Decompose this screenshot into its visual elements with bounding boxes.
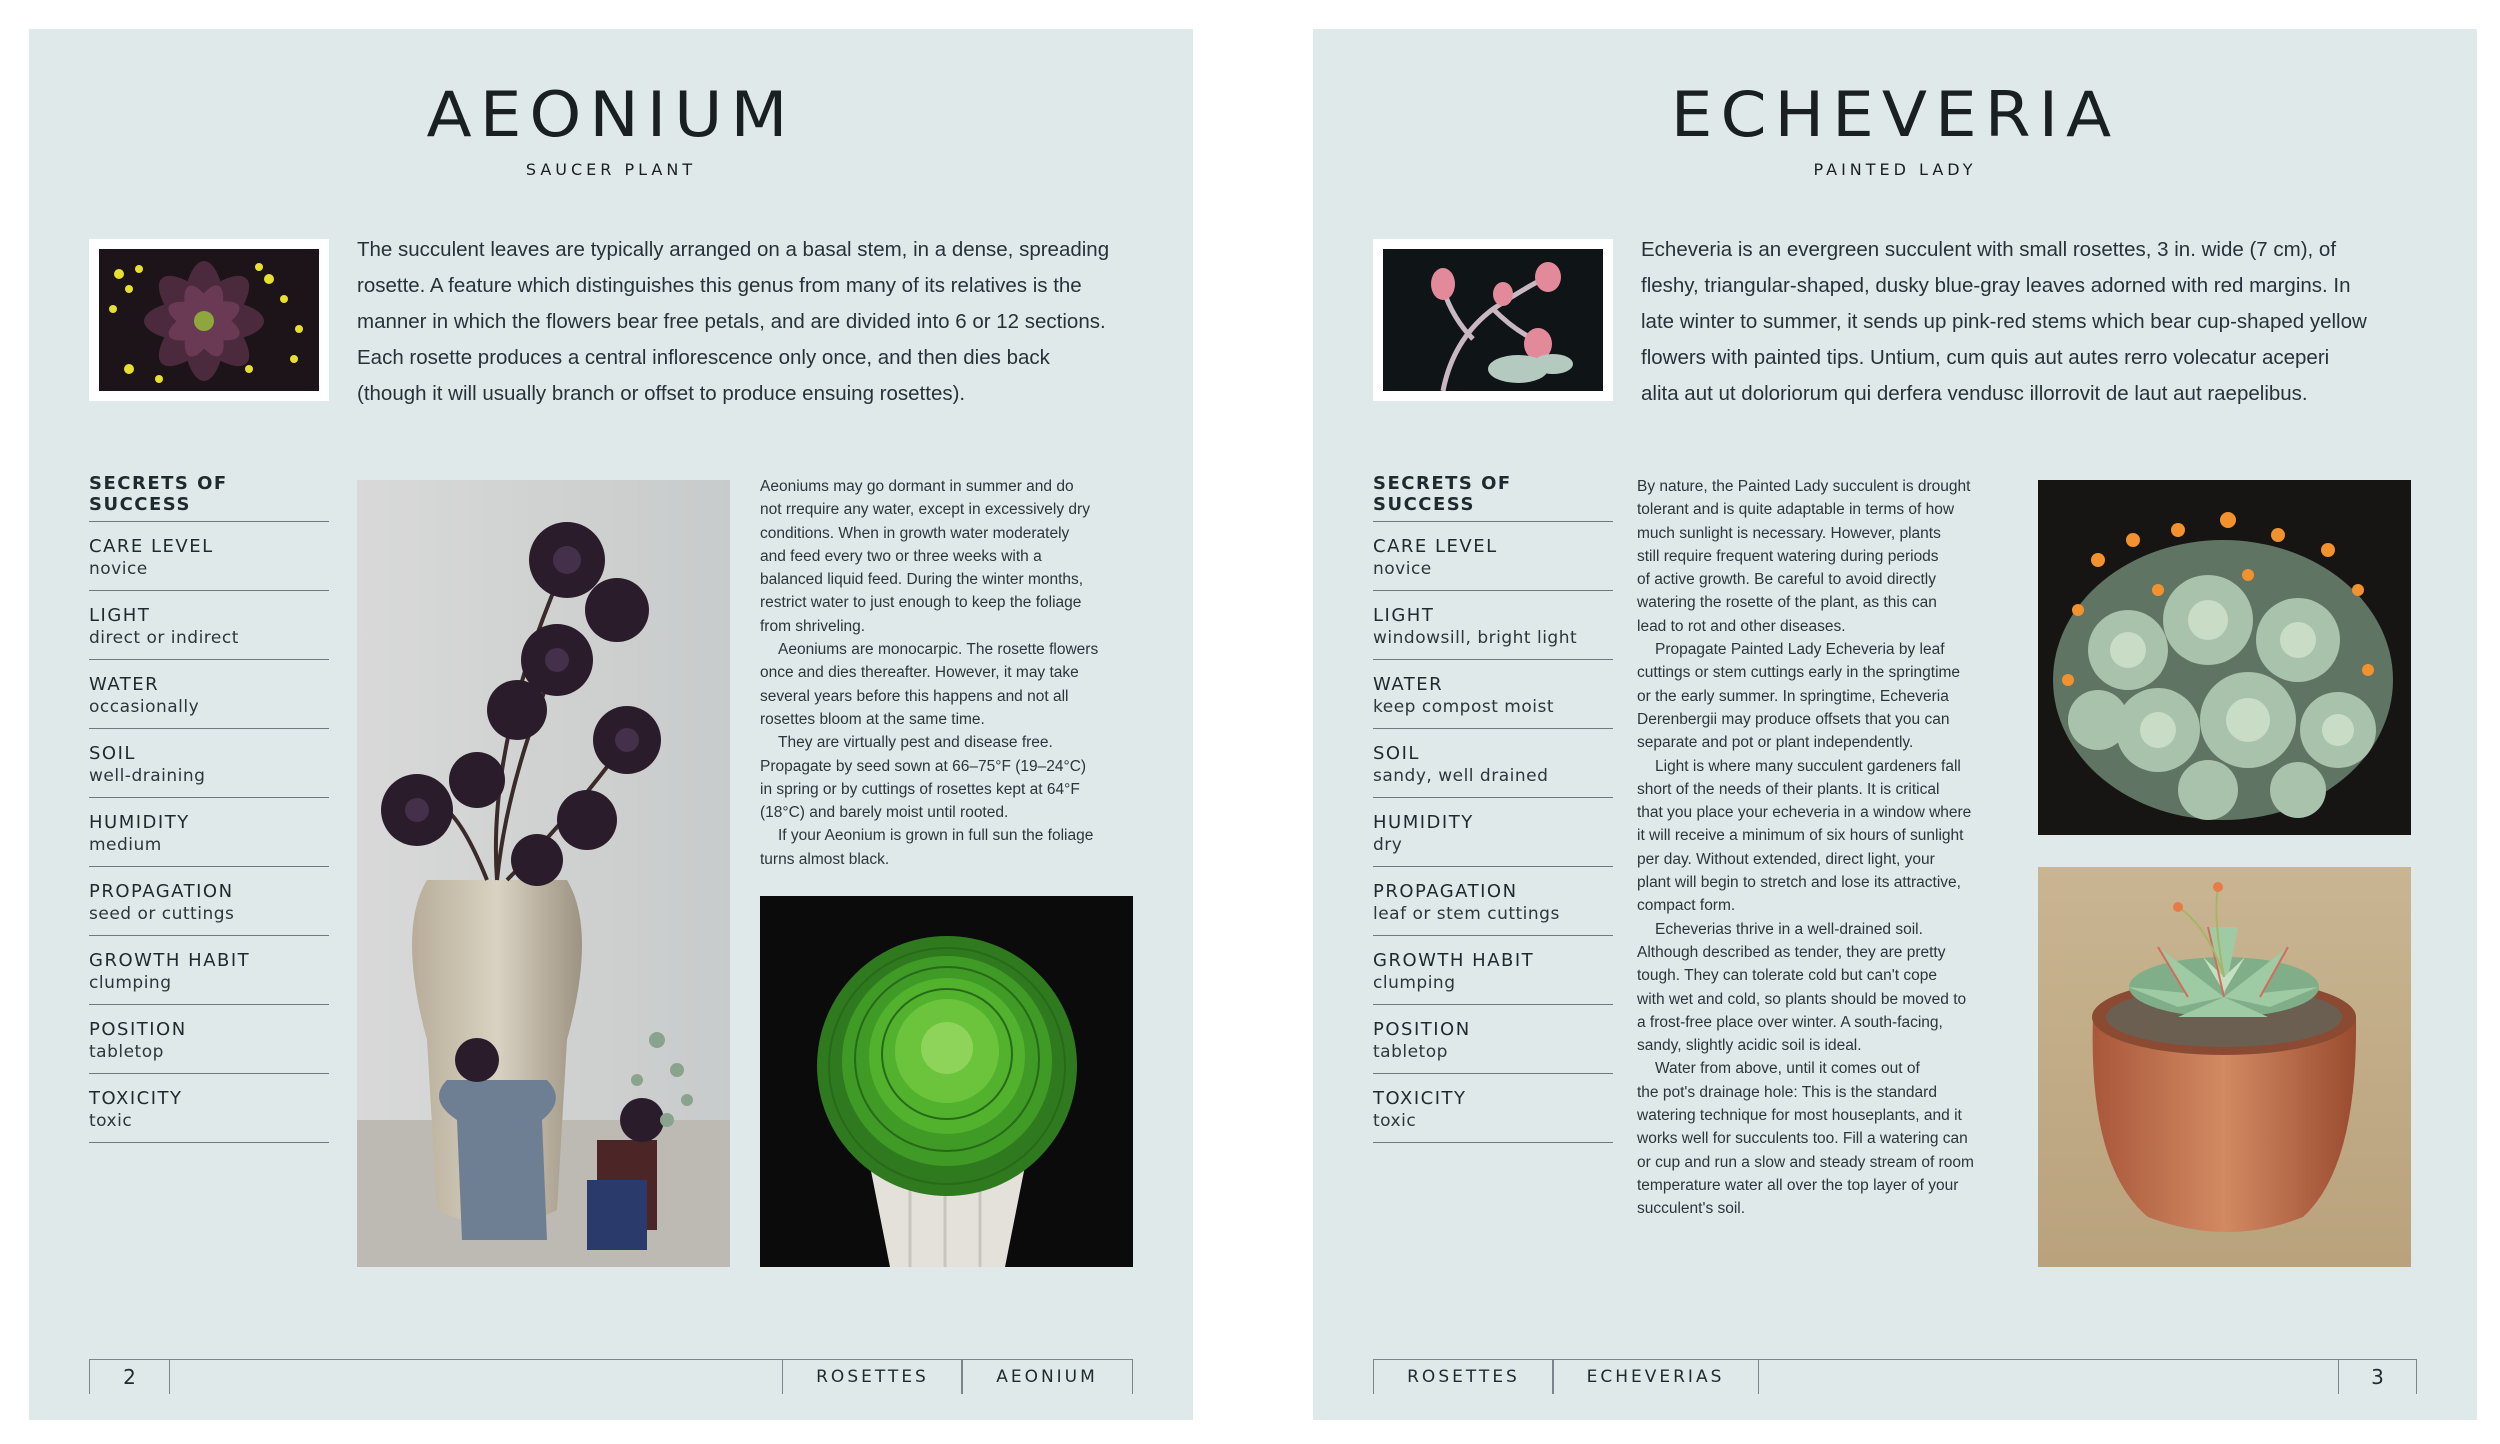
body-line: still require frequent watering during periods: [1637, 547, 1939, 565]
right-page: [1313, 29, 2477, 1420]
body-line: tolerant and is quite adaptable in terms of how: [1637, 501, 1955, 519]
secret-label: HUMIDITY: [1373, 812, 1474, 833]
secret-label: POSITION: [1373, 1019, 1471, 1040]
secret-label: CARE LEVEL: [1373, 536, 1498, 557]
page-number: 2: [89, 1360, 170, 1394]
body-line: works well for succulents too. Fill a watering can: [1637, 1130, 1968, 1148]
secret-growth-habit: [89, 936, 329, 1005]
secret-value: windowsill, bright light: [1373, 628, 1578, 648]
secret-label: LIGHT: [89, 605, 151, 626]
aeonium-flower-thumbnail: [89, 239, 329, 401]
secret-position: [1373, 1005, 1613, 1074]
intro-line: alita aut ut doloriorum qui derfera vendusc illorrovit de laut aut raepelibus.: [1641, 382, 2308, 405]
body-line: with wet and cold, so plants should be moved to: [1637, 990, 1967, 1008]
secrets-heading: SECRETS OF SUCCESS: [89, 473, 329, 522]
secret-value: seed or cuttings: [89, 904, 235, 924]
left-page: [29, 29, 1193, 1420]
secret-toxicity: [89, 1074, 329, 1143]
body-line: Water from above, until it comes out of: [1655, 1060, 1920, 1078]
secret-label: GROWTH HABIT: [1373, 950, 1535, 971]
intro-line: fleshy, triangular-shaped, dusky blue-gray leaves adorned with red margins. In: [1641, 274, 2351, 297]
body-line: Echeverias thrive in a well-drained soil.: [1655, 920, 1923, 938]
body-line: watering the rosette of the plant, as this can: [1637, 594, 1937, 612]
secret-care-level: [1373, 522, 1613, 591]
secret-value: clumping: [89, 973, 172, 993]
body-line: Aeoniums are monocarpic. The rosette flowers: [778, 641, 1099, 659]
body-line: a frost-free place over winter. A south-facing,: [1637, 1013, 1943, 1031]
secret-label: TOXICITY: [1373, 1088, 1467, 1109]
secrets-of-success: [1373, 473, 1613, 1143]
aeonium-green-rosette-photo: [760, 896, 1133, 1267]
body-line: watering technique for most houseplants, and it: [1637, 1107, 1962, 1125]
body-line: short of the needs of their plants. It is critical: [1637, 780, 1940, 798]
secret-soil: [1373, 729, 1613, 798]
intro-paragraph: [357, 232, 1157, 412]
echeveria-care-text: [1637, 475, 2037, 1221]
secret-value: tabletop: [1373, 1042, 1448, 1062]
left-title-block: [29, 79, 1193, 179]
blue-green-rosettes-orange-flowers-icon: [2038, 480, 2411, 835]
footer-chapter-link[interactable]: AEONIUM: [961, 1360, 1133, 1394]
page-title: AEONIUM: [426, 77, 796, 152]
secret-label: CARE LEVEL: [89, 536, 214, 557]
body-line: sandy, slightly acidic soil is ideal.: [1637, 1037, 1862, 1055]
secret-humidity: [1373, 798, 1613, 867]
green-rosette-in-white-pot-icon: [760, 896, 1133, 1267]
secret-water: [1373, 660, 1613, 729]
secret-care-level: [89, 522, 329, 591]
body-line: By nature, the Painted Lady succulent is drought: [1637, 478, 1971, 495]
body-line: Aeoniums may go dormant in summer and do: [760, 478, 1074, 495]
secret-value: direct or indirect: [89, 628, 239, 648]
body-line: temperature water all over the top layer of your: [1637, 1176, 1959, 1194]
right-title-block: [1313, 79, 2477, 179]
secret-label: WATER: [1373, 674, 1444, 695]
green-rosette-in-terracotta-pot-icon: [2038, 867, 2411, 1267]
secret-label: PROPAGATION: [89, 881, 234, 902]
body-line: succulent's soil.: [1637, 1200, 1746, 1218]
body-line: that you place your echeveria in a window where: [1637, 804, 1972, 822]
secret-value: leaf or stem cuttings: [1373, 904, 1560, 924]
secret-label: GROWTH HABIT: [89, 950, 251, 971]
page-number: 3: [2338, 1360, 2417, 1394]
body-line: or the early summer. In springtime, Echeveria: [1637, 687, 1949, 705]
secret-humidity: [89, 798, 329, 867]
body-line: much sunlight is necessary. However, plants: [1637, 524, 1941, 542]
secret-label: POSITION: [89, 1019, 187, 1040]
secret-value: keep compost moist: [1373, 697, 1554, 717]
dark-rosette-yellow-flowers-icon: [99, 249, 319, 391]
secrets-of-success: [89, 473, 329, 1143]
secret-light: [1373, 591, 1613, 660]
secret-value: medium: [89, 835, 162, 855]
page-footer: [89, 1359, 1133, 1395]
body-line: in spring or by cuttings of rosettes kept at 64°F: [760, 780, 1080, 798]
body-line: from shriveling.: [760, 617, 866, 635]
body-line: rosettes bloom at the same time.: [760, 710, 985, 728]
body-line: lead to rot and other diseases.: [1637, 617, 1846, 635]
body-line: conditions. When in growth water moderately: [760, 524, 1070, 542]
body-line: turns almost black.: [760, 850, 890, 868]
secret-value: dry: [1373, 835, 1403, 855]
secret-label: WATER: [89, 674, 160, 695]
intro-line: (though it will usually branch or offset to produce ensuing rosettes).: [357, 382, 966, 405]
body-line: If your Aeonium is grown in full sun the foliage: [778, 827, 1094, 845]
secret-label: PROPAGATION: [1373, 881, 1518, 902]
body-line: plant will begin to stretch and lose its attractive,: [1637, 874, 1961, 892]
body-line: once and dies thereafter. However, it may take: [760, 664, 1079, 682]
body-line: several years before this happens and not all: [760, 687, 1069, 705]
body-line: or cup and run a slow and steady stream of room: [1637, 1153, 1974, 1171]
secret-value: occasionally: [89, 697, 200, 717]
secret-value: novice: [89, 559, 148, 579]
page-title: ECHEVERIA: [1670, 77, 2120, 152]
page-subtitle: SAUCER PLANT: [525, 159, 697, 179]
echeveria-cluster-photo: [2038, 480, 2411, 835]
body-line: They are virtually pest and disease free.: [778, 734, 1053, 752]
body-line: balanced liquid feed. During the winter months,: [760, 571, 1084, 589]
body-line: restrict water to just enough to keep the foliage: [760, 594, 1082, 612]
footer-section-link[interactable]: ROSETTES: [782, 1360, 963, 1394]
secret-toxicity: [1373, 1074, 1613, 1143]
body-line: the pot's drainage hole: This is the standard: [1637, 1083, 1937, 1101]
body-line: Derenbergii may produce offsets that you can: [1637, 710, 1950, 728]
intro-line: The succulent leaves are typically arranged on a basal stem, in a dense, spreading: [357, 238, 1110, 261]
secret-water: [89, 660, 329, 729]
aeonium-vase-photo: [357, 480, 730, 1267]
secret-label: LIGHT: [1373, 605, 1435, 626]
echeveria-flower-thumbnail: [1373, 239, 1613, 401]
footer-section-link[interactable]: ROSETTES: [1373, 1360, 1554, 1394]
body-line: Although described as tender, they are pretty: [1637, 943, 1946, 961]
intro-paragraph: [1641, 232, 2441, 412]
secret-value: toxic: [89, 1111, 133, 1131]
secret-value: tabletop: [89, 1042, 164, 1062]
intro-line: late winter to summer, it sends up pink-red stems which bear cup-shaped yellow: [1641, 310, 2367, 333]
dark-aeonium-in-stone-vase-icon: [357, 480, 730, 1267]
pink-bell-flowers-stem-icon: [1383, 249, 1603, 391]
secret-soil: [89, 729, 329, 798]
echeveria-terracotta-photo: [2038, 867, 2411, 1267]
secret-propagation: [89, 867, 329, 936]
body-line: tough. They can tolerate cold but can't cope: [1637, 967, 1937, 985]
secret-label: SOIL: [89, 743, 136, 764]
body-line: it will receive a minimum of six hours of sunlight: [1637, 827, 1964, 845]
aeonium-care-text: [760, 475, 1140, 871]
secret-label: HUMIDITY: [89, 812, 190, 833]
footer-chapter-link[interactable]: ECHEVERIAS: [1552, 1360, 1759, 1394]
secret-label: TOXICITY: [89, 1088, 183, 1109]
secret-label: SOIL: [1373, 743, 1420, 764]
intro-line: rosette. A feature which distinguishes this genus from many of its relatives is the: [357, 274, 1082, 297]
secret-light: [89, 591, 329, 660]
body-line: of active growth. Be careful to avoid directly: [1637, 571, 1936, 589]
secret-value: sandy, well drained: [1373, 766, 1549, 786]
body-line: Propagate Painted Lady Echeveria by leaf: [1655, 641, 1945, 659]
body-line: Propagate by seed sown at 66–75°F (19–24°C): [760, 757, 1087, 775]
secret-growth-habit: [1373, 936, 1613, 1005]
body-line: per day. Without extended, direct light, your: [1637, 850, 1935, 868]
intro-line: Each rosette produces a central inflorescence only once, and then dies back: [357, 346, 1050, 369]
secrets-heading: SECRETS OF SUCCESS: [1373, 473, 1613, 522]
body-line: Light is where many succulent gardeners fall: [1655, 757, 1961, 775]
secret-value: well-draining: [89, 766, 206, 786]
intro-line: manner in which the flowers bear free petals, and are divided into 6 or 12 sections.: [357, 310, 1106, 333]
intro-line: Echeveria is an evergreen succulent with small rosettes, 3 in. wide (7 cm), of: [1641, 238, 2337, 261]
page-subtitle: PAINTED LADY: [1813, 159, 1977, 179]
body-line: compact form.: [1637, 897, 1736, 915]
secret-value: clumping: [1373, 973, 1456, 993]
body-line: and feed every two or three weeks with a: [760, 547, 1042, 565]
body-line: (18°C) and barely moist until rooted.: [760, 804, 1009, 822]
page-footer: [1373, 1359, 2417, 1395]
body-line: separate and pot or plant independently.: [1637, 734, 1914, 752]
intro-line: flowers with painted tips. Untium, cum quis aut autes rerro volecatur aceperi: [1641, 346, 2330, 369]
secret-value: toxic: [1373, 1111, 1417, 1131]
secret-position: [89, 1005, 329, 1074]
body-line: cuttings or stem cuttings early in the springtime: [1637, 664, 1961, 682]
secret-propagation: [1373, 867, 1613, 936]
secret-value: novice: [1373, 559, 1432, 579]
body-line: not rrequire any water, except in excessively dry: [760, 501, 1090, 519]
